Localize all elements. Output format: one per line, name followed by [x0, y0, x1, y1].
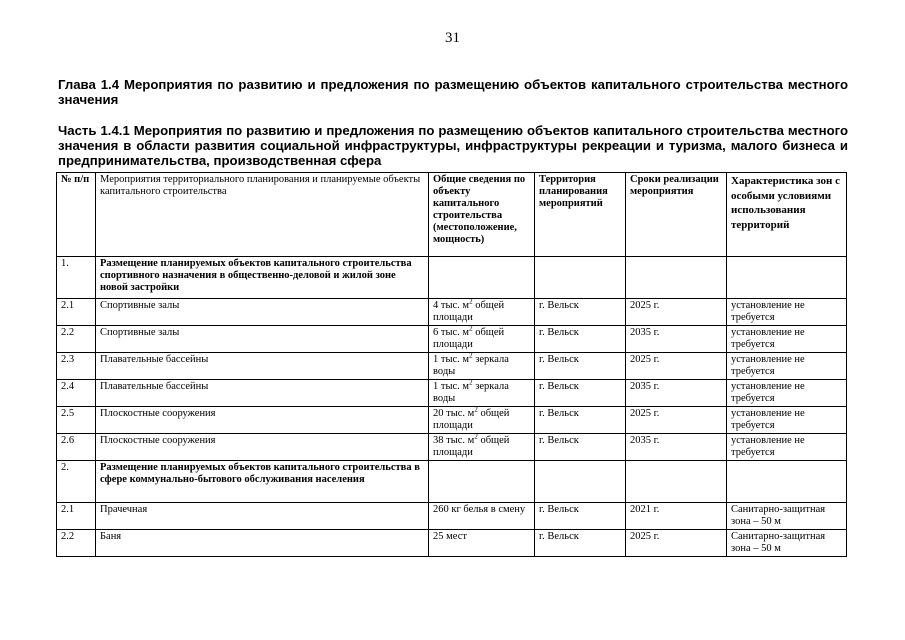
term-cell: 2035 г.	[626, 380, 727, 407]
page-number: 31	[445, 30, 460, 46]
object-name: Прачечная	[96, 503, 429, 530]
territory-cell: г. Вельск	[535, 353, 626, 380]
table-row	[57, 407, 847, 434]
header-zone: Характеристика зон с особыми условиями использования территорий	[727, 173, 847, 257]
header-activity: Мероприятия территориального планирования и планируемые объекты капитального строительства	[96, 173, 429, 257]
table-row	[57, 326, 847, 353]
capacity-unit-exponent: 2	[469, 325, 473, 333]
object-name: Баня	[96, 530, 429, 557]
capacity-value: 6 тыс. м	[433, 327, 470, 338]
section-title: Размещение планируемых объектов капитального строительства в сфере коммунально-бытового обслуживания населения	[96, 461, 429, 503]
territory-cell: г. Вельск	[535, 407, 626, 434]
section-title: Размещение планируемых объектов капитального строительства спортивного назначения в общественно-деловой и жилой зоне новой застройки	[96, 257, 429, 299]
object-name: Плавательные бассейны	[96, 353, 429, 380]
row-num: 2.4	[57, 380, 96, 407]
capacity-cell	[429, 353, 535, 380]
capacity-cell	[429, 407, 535, 434]
zone-cell: установление не требуется	[727, 407, 847, 434]
table-row	[57, 530, 847, 557]
territory-cell: г. Вельск	[535, 380, 626, 407]
capacity-unit-exponent: 2	[469, 352, 473, 360]
capacity-cell	[429, 530, 535, 557]
capacity-unit: общей площади	[433, 300, 505, 323]
header-num: № п/п	[57, 173, 96, 257]
capacity-cell	[429, 299, 535, 326]
capacity-value: 1 тыс. м	[433, 381, 470, 392]
capacity-unit-exponent: 2	[469, 298, 473, 306]
capacity-cell	[429, 380, 535, 407]
territory-cell: г. Вельск	[535, 530, 626, 557]
row-num: 2.2	[57, 326, 96, 353]
capacity-unit-exponent: 2	[474, 433, 478, 441]
table-row	[57, 380, 847, 407]
object-name: Плоскостные сооружения	[96, 434, 429, 461]
row-num: 2.5	[57, 407, 96, 434]
capacity-value: 4 тыс. м	[433, 300, 470, 311]
term-cell	[626, 461, 727, 503]
zone-cell: установление не требуется	[727, 299, 847, 326]
table-body	[57, 257, 847, 557]
capacity-cell	[429, 461, 535, 503]
territory-cell: г. Вельск	[535, 326, 626, 353]
header-term: Сроки реализации мероприятия	[626, 173, 727, 257]
row-num: 2.	[57, 461, 96, 503]
zone-cell: Санитарно-защитная зона – 50 м	[727, 530, 847, 557]
territory-cell: г. Вельск	[535, 299, 626, 326]
object-name: Спортивные залы	[96, 326, 429, 353]
capacity-value: 1 тыс. м	[433, 354, 470, 365]
term-cell	[626, 257, 727, 299]
object-name: Плавательные бассейны	[96, 380, 429, 407]
table-header-row	[57, 173, 847, 257]
capacity-cell	[429, 257, 535, 299]
term-cell: 2025 г.	[626, 530, 727, 557]
table-row	[57, 461, 847, 503]
object-name: Спортивные залы	[96, 299, 429, 326]
capacity-unit: зеркала воды	[433, 354, 509, 377]
table-row	[57, 503, 847, 530]
zone-cell	[727, 257, 847, 299]
capacity-unit: общей площади	[433, 435, 510, 458]
capacity-cell	[429, 326, 535, 353]
term-cell: 2021 г.	[626, 503, 727, 530]
capacity-unit: общей площади	[433, 408, 510, 431]
table-row	[57, 353, 847, 380]
header-capacity: Общие сведения по объекту капитального строительства (местоположение, мощность)	[429, 173, 535, 257]
row-num: 1.	[57, 257, 96, 299]
capacity-cell	[429, 434, 535, 461]
term-cell: 2035 г.	[626, 434, 727, 461]
capacity-unit: общей площади	[433, 327, 505, 350]
term-cell: 2025 г.	[626, 353, 727, 380]
zone-cell: установление не требуется	[727, 353, 847, 380]
zone-cell: Санитарно-защитная зона – 50 м	[727, 503, 847, 530]
term-cell: 2025 г.	[626, 299, 727, 326]
capacity-cell	[429, 503, 535, 530]
zone-cell	[727, 461, 847, 503]
zone-cell: установление не требуется	[727, 326, 847, 353]
capacity-value: 20 тыс. м	[433, 408, 475, 419]
row-num: 2.1	[57, 299, 96, 326]
row-num: 2.6	[57, 434, 96, 461]
zone-cell: установление не требуется	[727, 380, 847, 407]
header-territory: Территория планирования мероприятий	[535, 173, 626, 257]
capacity-value: 25 мест	[433, 531, 467, 542]
part-title: Часть 1.4.1 Мероприятия по развитию и предложения по размещению объектов капитального строительства местного значения в области развития социальной инфраструктуры, инфраструктуры рекреации и туризма, малого бизнеса и предпринимательства, производственная сфера	[58, 123, 848, 168]
table-row	[57, 257, 847, 299]
zone-cell: установление не требуется	[727, 434, 847, 461]
territory-cell: г. Вельск	[535, 503, 626, 530]
capacity-value: 38 тыс. м	[433, 435, 475, 446]
row-num: 2.1	[57, 503, 96, 530]
table-row	[57, 434, 847, 461]
territory-cell	[535, 257, 626, 299]
objects-table	[56, 172, 847, 557]
table-row	[57, 299, 847, 326]
object-name: Плоскостные сооружения	[96, 407, 429, 434]
capacity-unit-exponent: 2	[474, 406, 478, 414]
capacity-unit: зеркала воды	[433, 381, 509, 404]
capacity-value: 260 кг белья в смену	[433, 504, 526, 515]
chapter-title: Глава 1.4 Мероприятия по развитию и предложения по размещению объектов капитального строительства местного значения	[58, 77, 848, 107]
row-num: 2.2	[57, 530, 96, 557]
term-cell: 2035 г.	[626, 326, 727, 353]
row-num: 2.3	[57, 353, 96, 380]
term-cell: 2025 г.	[626, 407, 727, 434]
territory-cell	[535, 461, 626, 503]
capacity-unit-exponent: 2	[469, 379, 473, 387]
territory-cell: г. Вельск	[535, 434, 626, 461]
